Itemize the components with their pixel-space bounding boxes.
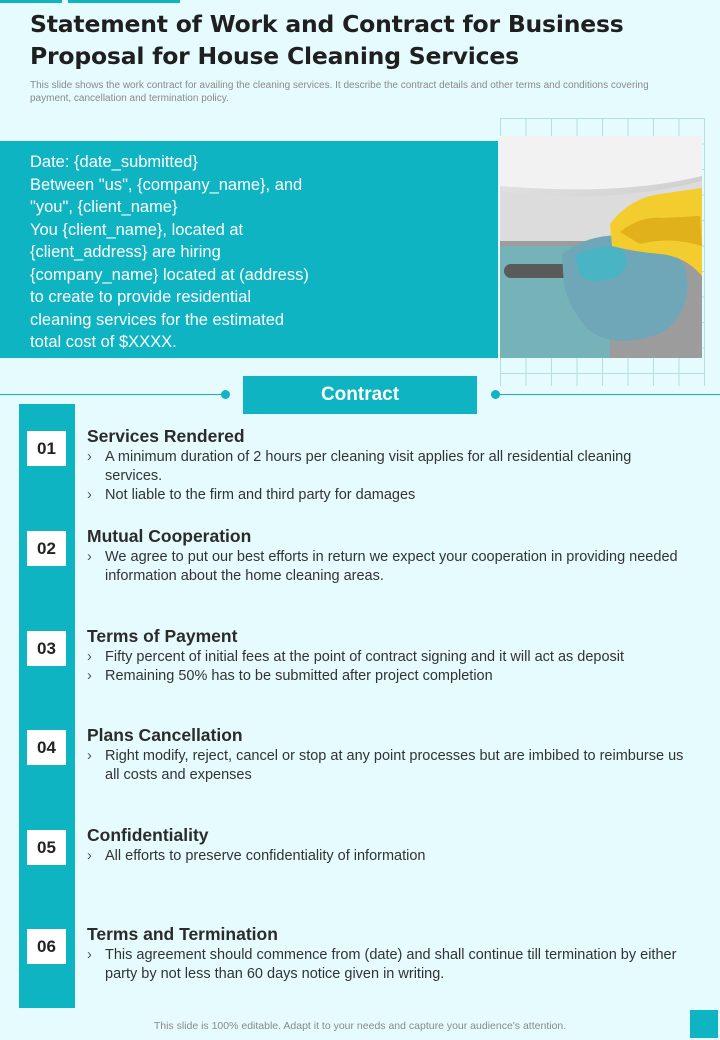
item-points: [87, 548, 687, 586]
item-title: Terms and Termination: [87, 924, 278, 944]
item-points: [87, 448, 687, 505]
intro-line: {company_name} located at (address): [30, 265, 309, 284]
intro-line: {client_address} are hiring: [30, 243, 221, 261]
item-point: › Right modify, reject, cancel or stop at any point processes but are imbibed to reimburse us all costs and expenses: [87, 747, 687, 785]
item-point: › All efforts to preserve confidentiality of information: [87, 847, 687, 866]
item-number: 03: [27, 631, 66, 666]
item-point: › We agree to put our best efforts in return we expect your cooperation in providing needed information about the home cleaning areas.: [87, 548, 687, 586]
item-number: 05: [27, 830, 66, 865]
intro-line: Date: {date_submitted}: [30, 153, 198, 171]
item-points: [87, 648, 687, 686]
item-title: Services Rendered: [87, 426, 245, 446]
cleaning-glove-icon: [500, 136, 702, 358]
intro-line: cleaning services for the estimated: [30, 310, 285, 329]
item-number: 02: [27, 531, 66, 566]
item-title: Mutual Cooperation: [87, 526, 252, 546]
corner-square: [690, 1010, 718, 1038]
intro-line: "you", {client_name}: [30, 198, 178, 216]
item-title: Confidentiality: [87, 825, 209, 845]
item-points: [87, 946, 687, 984]
divider-dot-left: [221, 390, 230, 399]
page-title: Statement of Work and Contract for Business Proposal for House Cleaning Services: [30, 10, 624, 70]
contract-side-bar: [19, 404, 75, 1008]
intro-line: total cost of $XXXX.: [30, 333, 177, 351]
item-title: Terms of Payment: [87, 626, 238, 646]
intro-line: You {client_name}, located at: [30, 220, 244, 239]
item-point: › Fifty percent of initial fees at the point of contract signing and it will act as deposit: [87, 648, 687, 667]
divider-line-left: [0, 394, 228, 395]
item-number: 01: [27, 431, 66, 466]
intro-text: [30, 151, 360, 354]
item-number: 06: [27, 929, 66, 964]
intro-box: [0, 141, 498, 358]
contract-header: Contract: [243, 376, 477, 414]
item-point: › Remaining 50% has to be submitted after project completion: [87, 667, 687, 686]
item-point: › Not liable to the firm and third party for damages: [87, 486, 687, 505]
item-point: › This agreement should commence from (date) and shall continue till termination by either party by not less than 60 days notice given in writing.: [87, 946, 687, 984]
divider-line-right: [498, 394, 720, 395]
item-point: › A minimum duration of 2 hours per cleaning visit applies for all residential cleaning services.: [87, 448, 687, 486]
item-points: [87, 747, 687, 785]
top-accent-bar: [0, 0, 180, 3]
footer-note: This slide is 100% editable. Adapt it to your needs and capture your audience's attention.: [153, 1020, 567, 1032]
intro-line: to create to provide residential: [30, 288, 252, 306]
item-points: [87, 847, 687, 866]
cleaning-glove-photo: [500, 136, 702, 358]
intro-line: Between "us", {company_name}, and: [30, 175, 303, 194]
item-number: 04: [27, 730, 66, 765]
page-subtitle: This slide shows the work contract for availing the cleaning services. It describe the contract details and other terms and conditions covering payment, cancellation and termination policy.: [30, 80, 649, 104]
item-title: Plans Cancellation: [87, 725, 243, 745]
